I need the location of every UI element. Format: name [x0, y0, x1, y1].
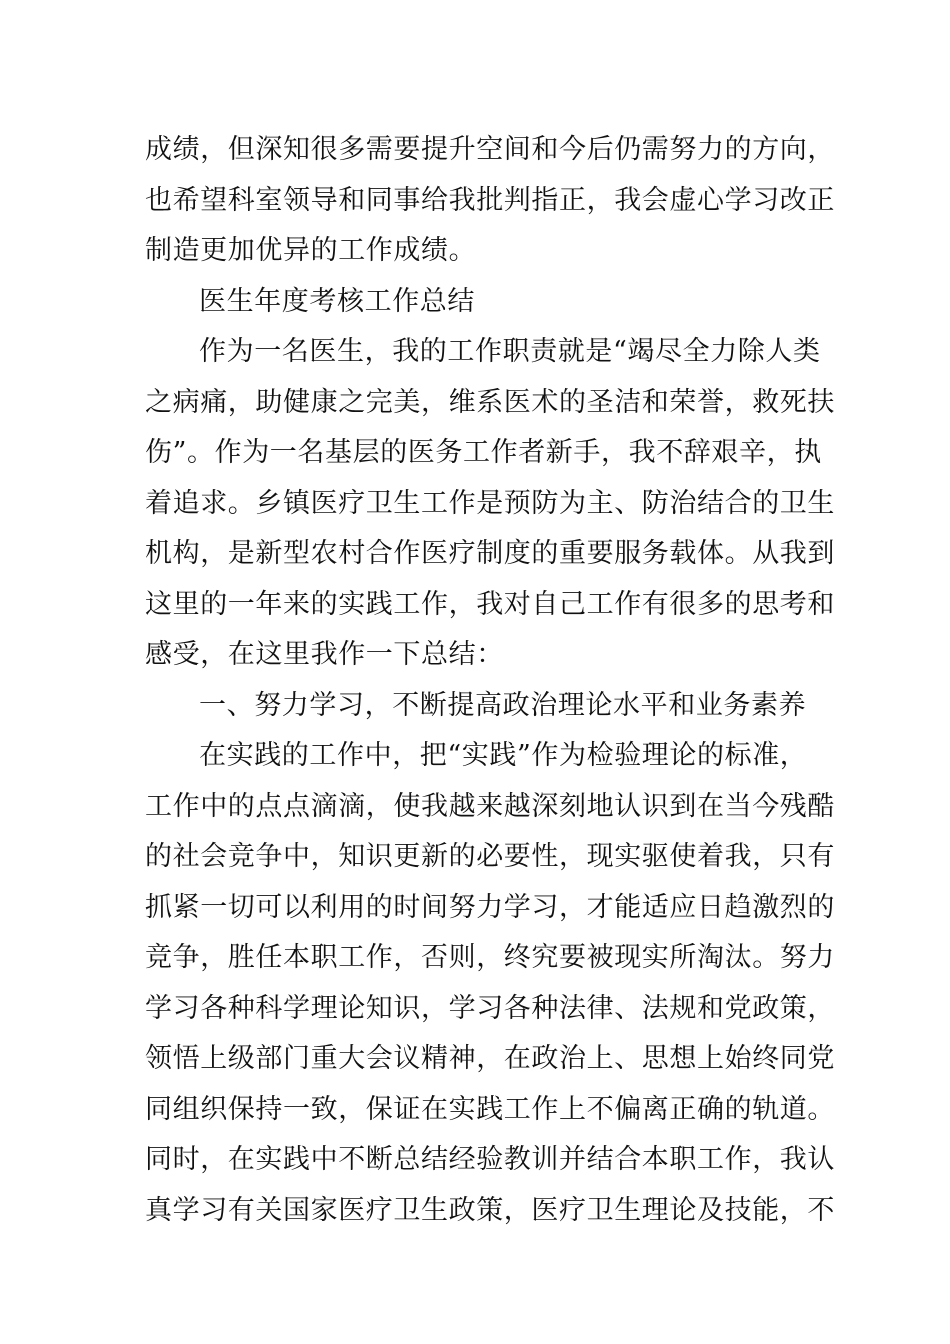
text-line: 也希望科室领导和同事给我批判指正，我会虚心学习改正: [145, 184, 835, 216]
text-line: 在实践的工作中，把“实践”作为检验理论的标准，: [199, 740, 808, 771]
text-line: 成绩，但深知很多需要提升空间和今后仍需努力的方向，: [145, 134, 835, 165]
text-line: 着追求。乡镇医疗卫生工作是预防为主、防治结合的卫生: [145, 487, 835, 519]
text-line: 抓紧一切可以利用的时间努力学习，才能适应日趋激烈的: [145, 891, 835, 923]
text-line: 作为一名医生，我的工作职责就是“竭尽全力除人类: [199, 336, 821, 367]
text-line: 同组织保持一致，保证在实践工作上不偏离正确的轨道。: [145, 1093, 835, 1125]
text-line: 机构，是新型农村合作医疗制度的重要服务载体。从我到: [145, 538, 835, 569]
text-line: 的社会竞争中，知识更新的必要性，现实驱使着我，只有: [145, 841, 835, 872]
text-line: 伤”。作为一名基层的医务工作者新手，我不辞艰辛，执: [145, 437, 822, 468]
text-line: 学习各种科学理论知识，学习各种法律、法规和党政策，: [145, 992, 835, 1024]
text-line: 领悟上级部门重大会议精神，在政治上、思想上始终同党: [145, 1043, 835, 1074]
text-line: 医生年度考核工作总结: [199, 285, 475, 317]
text-line: 竞争，胜任本职工作，否则，终究要被现实所淘汰。努力: [145, 942, 835, 973]
text-line: 制造更加优异的工作成绩。: [145, 235, 477, 266]
text-line: 这里的一年来的实践工作，我对自己工作有很多的思考和: [145, 588, 835, 620]
text-line: 工作中的点点滴滴，使我越来越深刻地认识到在当今残酷: [145, 790, 835, 822]
document-body: [145, 125, 835, 1236]
text-line: 之病痛，助健康之完美，维系医术的圣洁和荣誉，救死扶: [145, 386, 835, 418]
text-line: 一、努力学习，不断提高政治理论水平和业务素养: [199, 689, 807, 721]
text-line: 真学习有关国家医疗卫生政策，医疗卫生理论及技能，不: [145, 1194, 835, 1226]
text-line: 感受，在这里我作一下总结：: [145, 639, 504, 670]
text-line: 同时，在实践中不断总结经验教训并结合本职工作，我认: [145, 1144, 835, 1175]
